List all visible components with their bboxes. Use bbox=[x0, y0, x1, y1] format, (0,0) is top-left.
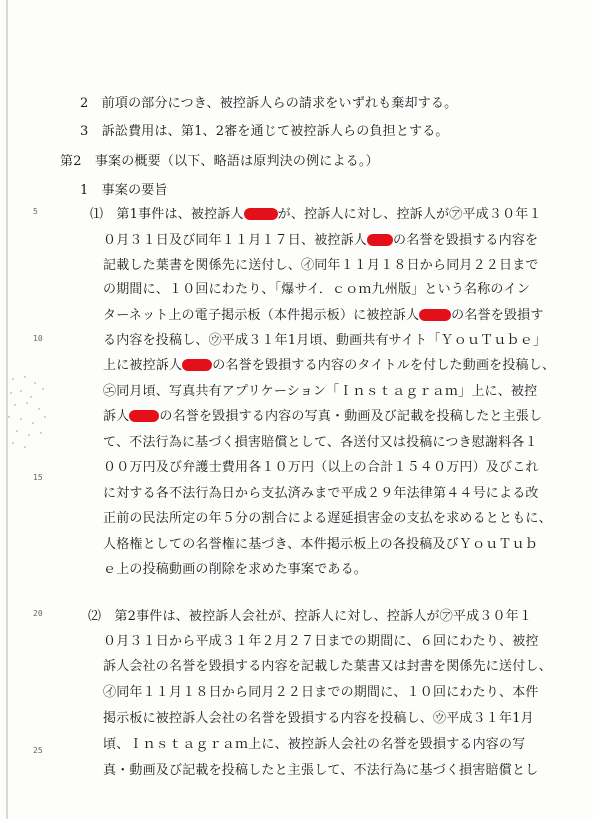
text-span: 真・動画及び記載を投稿したと主張して、不法行為に基づく損害賠償とし bbox=[103, 763, 539, 778]
speckle bbox=[42, 388, 44, 390]
text-line bbox=[80, 96, 457, 112]
line-number: 10 bbox=[33, 334, 43, 343]
speckle bbox=[38, 408, 40, 410]
text-span: 記載した葉書を関係先に送付し、㋑同年１１月１８日から同月２２日まで bbox=[103, 258, 539, 273]
text-span: 頃、Ｉｎｓｔａｇｒａｍ上に、被控訴人会社の名誉を毀損する内容の写 bbox=[103, 737, 526, 752]
text-span: ｅ上の投稿動画の削除を求めた事案である。 bbox=[103, 562, 368, 577]
text-line bbox=[103, 537, 538, 553]
text-span: 1 事案の要旨 bbox=[80, 183, 168, 198]
text-span: の名誉を毀損する内容のタイトルを付した動画を投稿し、 bbox=[212, 358, 556, 373]
text-span: の名誉を毀損する内容の写真・動画及び記載を投稿したと主張し bbox=[159, 409, 543, 424]
text-line bbox=[103, 737, 525, 753]
line-number: 5 bbox=[33, 207, 38, 216]
text-line bbox=[103, 282, 530, 298]
text-span: 訴人 bbox=[103, 409, 130, 424]
text-line bbox=[103, 685, 539, 701]
speckle bbox=[8, 416, 10, 418]
speckle bbox=[26, 402, 28, 404]
text-span: る内容を投稿し、㋒平成３１年1月頃、動画共有サイト「ＹｏｕＴｕｂｅ」 bbox=[103, 333, 547, 348]
text-line bbox=[103, 711, 534, 727]
text-line bbox=[103, 511, 552, 527]
speckle bbox=[24, 376, 26, 378]
text-span: の名誉を毀損する内容を bbox=[393, 233, 539, 248]
text-line bbox=[103, 435, 538, 451]
text-span: ０月３１日及び同年１１月１７日、被控訴人 bbox=[103, 233, 368, 248]
speckle bbox=[40, 432, 42, 434]
speckle bbox=[12, 442, 14, 444]
speckle bbox=[44, 416, 46, 418]
scan-speckles bbox=[2, 372, 52, 452]
text-span: 2 前項の部分につき、被控訴人らの請求をいずれも棄却する。 bbox=[80, 96, 458, 111]
text-span: 正前の民法所定の年５分の割合による遅延損害金の支払を求めるとともに、 bbox=[103, 511, 552, 526]
text-line bbox=[103, 308, 544, 324]
text-span: が、控訴人に対し、控訴人が㋐平成３０年１ bbox=[277, 207, 542, 222]
line-number: 20 bbox=[33, 609, 43, 618]
redaction-mark bbox=[367, 234, 393, 246]
text-span: の期間に、１０回にわたり、「爆サイ．ｃｏｍ九州版」という名称のイン bbox=[103, 282, 531, 297]
text-span: 第2 事案の概要（以下、略語は原判決の例による。） bbox=[60, 154, 379, 169]
text-line bbox=[88, 609, 532, 625]
text-span: ⑴ 第1事件は、被控訴人 bbox=[90, 207, 244, 222]
text-span: 掲示板に被控訴人会社の名誉を毀損する内容を投稿し、㋒平成３１年1月 bbox=[103, 711, 534, 726]
text-span: ㋑同年１１月１８日から同月２２日までの期間に、１０回にわたり、本件 bbox=[103, 685, 539, 700]
redaction-mark bbox=[244, 208, 278, 220]
text-line bbox=[103, 258, 539, 274]
text-span: て、不法行為に基づく損害賠償として、各送付又は投稿につき慰謝料各１ bbox=[103, 435, 538, 450]
text-line bbox=[103, 358, 555, 374]
text-span: 人格権としての名誉権に基づき、本件掲示板上の各投稿及びＹｏｕＴｕｂ bbox=[103, 537, 539, 552]
speckle bbox=[20, 390, 22, 392]
speckle bbox=[28, 434, 30, 436]
text-line bbox=[103, 763, 538, 779]
text-span: 3 訴訟費用は、第1、2審を通じて被控訴人らの負担とする。 bbox=[80, 124, 449, 139]
speckle bbox=[32, 422, 34, 424]
text-line bbox=[103, 460, 539, 476]
text-line bbox=[60, 154, 379, 170]
text-span: ００万円及び弁護士費用各１０万円（以上の合計１５４０万円）及びこれ bbox=[103, 460, 539, 475]
speckle bbox=[10, 392, 12, 394]
line-number: 25 bbox=[33, 746, 43, 755]
text-line bbox=[80, 124, 449, 140]
speckle bbox=[24, 446, 26, 448]
redaction-mark bbox=[182, 359, 212, 371]
text-span: ０月３１日から平成３１年２月２７日までの期間に、６回にわたり、被控 bbox=[103, 634, 539, 649]
text-line bbox=[103, 384, 537, 400]
text-span: ターネット上の電子掲示板（本件掲示板）に被控訴人 bbox=[103, 308, 420, 323]
speckle bbox=[34, 382, 36, 384]
text-line bbox=[80, 183, 168, 199]
speckle bbox=[30, 396, 32, 398]
text-span: ⑵ 第2事件は、被控訴人会社が、控訴人に対し、控訴人が㋐平成３０年１ bbox=[88, 609, 533, 624]
text-line bbox=[90, 207, 542, 223]
speckle bbox=[20, 418, 22, 420]
line-number: 15 bbox=[33, 473, 43, 482]
text-line bbox=[103, 634, 539, 650]
text-line bbox=[103, 333, 546, 349]
text-line bbox=[103, 659, 552, 675]
text-line bbox=[103, 233, 538, 249]
text-line bbox=[103, 486, 539, 502]
speckle bbox=[12, 378, 14, 380]
text-line bbox=[103, 562, 367, 578]
text-line bbox=[103, 409, 542, 425]
text-span: 上に被控訴人 bbox=[103, 358, 183, 373]
text-span: ㋓同月頃、写真共有アプリケーション「Ｉｎｓｔａｇｒａｍ」上に、被控 bbox=[103, 384, 538, 399]
redaction-mark bbox=[419, 309, 451, 321]
text-span: の名誉を毀損す bbox=[451, 308, 544, 323]
speckle bbox=[16, 430, 18, 432]
text-span: 訴人会社の名誉を毀損する内容を記載した葉書又は封書を関係先に送付し、 bbox=[103, 659, 552, 674]
speckle bbox=[14, 404, 16, 406]
text-span: に対する各不法行為日から支払済みまで平成２９年法律第４４号による改 bbox=[103, 486, 539, 501]
redaction-mark bbox=[129, 410, 159, 422]
